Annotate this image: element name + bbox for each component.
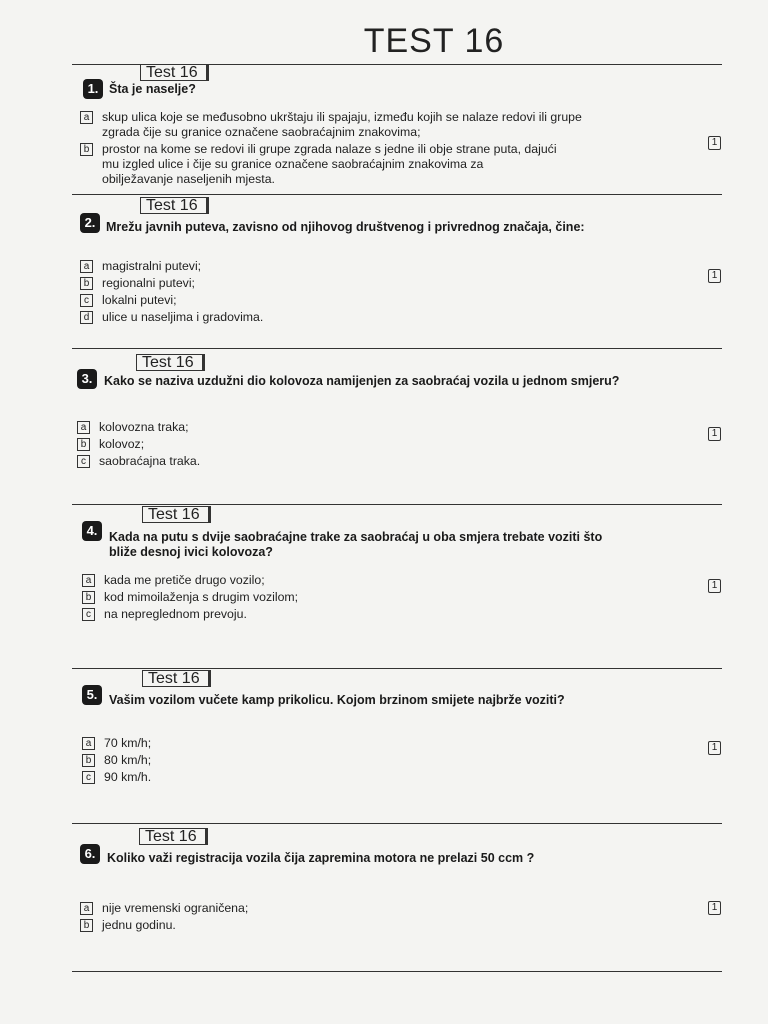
answer-letter-box: a bbox=[82, 737, 95, 750]
test-label: Test 16 bbox=[140, 64, 209, 81]
answer-text: 70 km/h; bbox=[104, 736, 152, 750]
answer-letter-box: b bbox=[80, 143, 93, 156]
answer-option-c[interactable] bbox=[80, 293, 480, 308]
question-text: Kada na putu s dvije saobraćajne trake za saobraćaj u oba smjera trebate voziti što bliže desnoj ivici kolovoza? bbox=[109, 530, 603, 559]
answer-text: 90 km/h. bbox=[104, 770, 152, 784]
answer-text: nije vremenski ograničena; bbox=[102, 901, 249, 915]
answer-letter-box: b bbox=[80, 919, 93, 932]
answer-letter-box: b bbox=[80, 277, 93, 290]
answer-option-a[interactable] bbox=[80, 110, 600, 140]
question-divider bbox=[72, 348, 722, 349]
answer-letter-box: a bbox=[80, 902, 93, 915]
test-label: Test 16 bbox=[142, 506, 211, 523]
answer-option-b[interactable] bbox=[80, 276, 480, 291]
question-number-badge: 6. bbox=[80, 844, 100, 864]
points-box: 1 bbox=[708, 741, 721, 755]
answer-option-a[interactable] bbox=[82, 736, 482, 751]
answer-text: jednu godinu. bbox=[102, 918, 176, 932]
points-box: 1 bbox=[708, 427, 721, 441]
answer-letter-box: a bbox=[82, 574, 95, 587]
question-text: Kako se naziva uzdužni dio kolovoza namijenjen za saobraćaj vozila u jednom smjeru? bbox=[104, 374, 620, 388]
answer-letter-box: c bbox=[82, 608, 95, 621]
answer-text: saobraćajna traka. bbox=[99, 454, 201, 468]
answer-text: kolovozna traka; bbox=[99, 420, 189, 434]
answer-text: lokalni putevi; bbox=[102, 293, 177, 307]
question-number-badge: 1. bbox=[83, 79, 103, 99]
answer-option-a[interactable] bbox=[80, 901, 480, 916]
question-text: Koliko važi registracija vozila čija zapremina motora ne prelazi 50 ccm ? bbox=[107, 851, 535, 865]
question-divider bbox=[72, 971, 722, 972]
answer-option-a[interactable] bbox=[80, 259, 480, 274]
answer-letter-box: a bbox=[80, 260, 93, 273]
page-title: TEST 16 bbox=[363, 22, 505, 60]
answer-text: kolovoz; bbox=[99, 437, 145, 451]
answer-list bbox=[82, 736, 482, 787]
points-box: 1 bbox=[708, 901, 721, 915]
answer-option-c[interactable] bbox=[82, 770, 482, 785]
answer-option-b[interactable] bbox=[77, 437, 477, 452]
question-text: Vašim vozilom vučete kamp prikolicu. Kojom brzinom smijete najbrže voziti? bbox=[109, 693, 565, 707]
answer-text: kada me pretiče drugo vozilo; bbox=[104, 573, 265, 587]
answer-option-b[interactable] bbox=[80, 918, 480, 933]
answer-letter-box: b bbox=[82, 591, 95, 604]
answer-option-d[interactable] bbox=[80, 310, 480, 325]
question-text: Šta je naselje? bbox=[109, 82, 196, 96]
answer-option-c[interactable] bbox=[77, 454, 477, 469]
question-divider bbox=[72, 194, 722, 195]
answer-option-a[interactable] bbox=[82, 573, 482, 588]
question-number-badge: 2. bbox=[80, 213, 100, 233]
answer-letter-box: d bbox=[80, 311, 93, 324]
answer-list bbox=[80, 901, 480, 935]
question-divider bbox=[72, 668, 722, 669]
question-divider bbox=[72, 504, 722, 505]
points-box: 1 bbox=[708, 269, 721, 283]
question-divider bbox=[72, 823, 722, 824]
answer-text: regionalni putevi; bbox=[102, 276, 195, 290]
answer-text: magistralni putevi; bbox=[102, 259, 202, 273]
test-label: Test 16 bbox=[142, 670, 211, 687]
answer-option-b[interactable] bbox=[82, 590, 482, 605]
answer-option-b[interactable] bbox=[80, 142, 557, 187]
question-text: Mrežu javnih puteva, zavisno od njihovog društvenog i privrednog značaja, čine: bbox=[106, 220, 585, 234]
answer-text: na nepreglednom prevoju. bbox=[104, 607, 247, 621]
question-number-badge: 3. bbox=[77, 369, 97, 389]
answer-text: kod mimoilaženja s drugim vozilom; bbox=[104, 590, 299, 604]
points-box: 1 bbox=[708, 136, 721, 150]
answer-list bbox=[80, 110, 600, 189]
test-label: Test 16 bbox=[136, 354, 205, 371]
answer-letter-box: b bbox=[82, 754, 95, 767]
answer-letter-box: b bbox=[77, 438, 90, 451]
points-box: 1 bbox=[708, 579, 721, 593]
answer-option-b[interactable] bbox=[82, 753, 482, 768]
test-label: Test 16 bbox=[140, 197, 209, 214]
question-number-badge: 5. bbox=[82, 685, 102, 705]
question-number-badge: 4. bbox=[82, 521, 102, 541]
answer-option-c[interactable] bbox=[82, 607, 482, 622]
answer-letter-box: c bbox=[80, 294, 93, 307]
answer-letter-box: a bbox=[77, 421, 90, 434]
answer-letter-box: c bbox=[77, 455, 90, 468]
answer-list bbox=[82, 573, 482, 624]
answer-letter-box: a bbox=[80, 111, 93, 124]
answer-option-a[interactable] bbox=[77, 420, 477, 435]
answer-text: prostor na kome se redovi ili grupe zgrada nalaze s jedne ili obje strane puta, dajući mu izgled ulice i čije su granice označene saobraćajnim znakovima za obilježavanje naseljenih mjesta. bbox=[102, 142, 557, 186]
answer-letter-box: c bbox=[82, 771, 95, 784]
test-label: Test 16 bbox=[139, 828, 208, 845]
answer-text: skup ulica koje se međusobno ukrštaju ili spajaju, između kojih se nalaze redovi ili grupe zgrada čije su granice označene saobraćajnim znakovima; bbox=[102, 110, 582, 139]
answer-text: ulice u naseljima i gradovima. bbox=[102, 310, 264, 324]
answer-list bbox=[77, 420, 477, 471]
answer-list bbox=[80, 259, 480, 327]
answer-text: 80 km/h; bbox=[104, 753, 152, 767]
